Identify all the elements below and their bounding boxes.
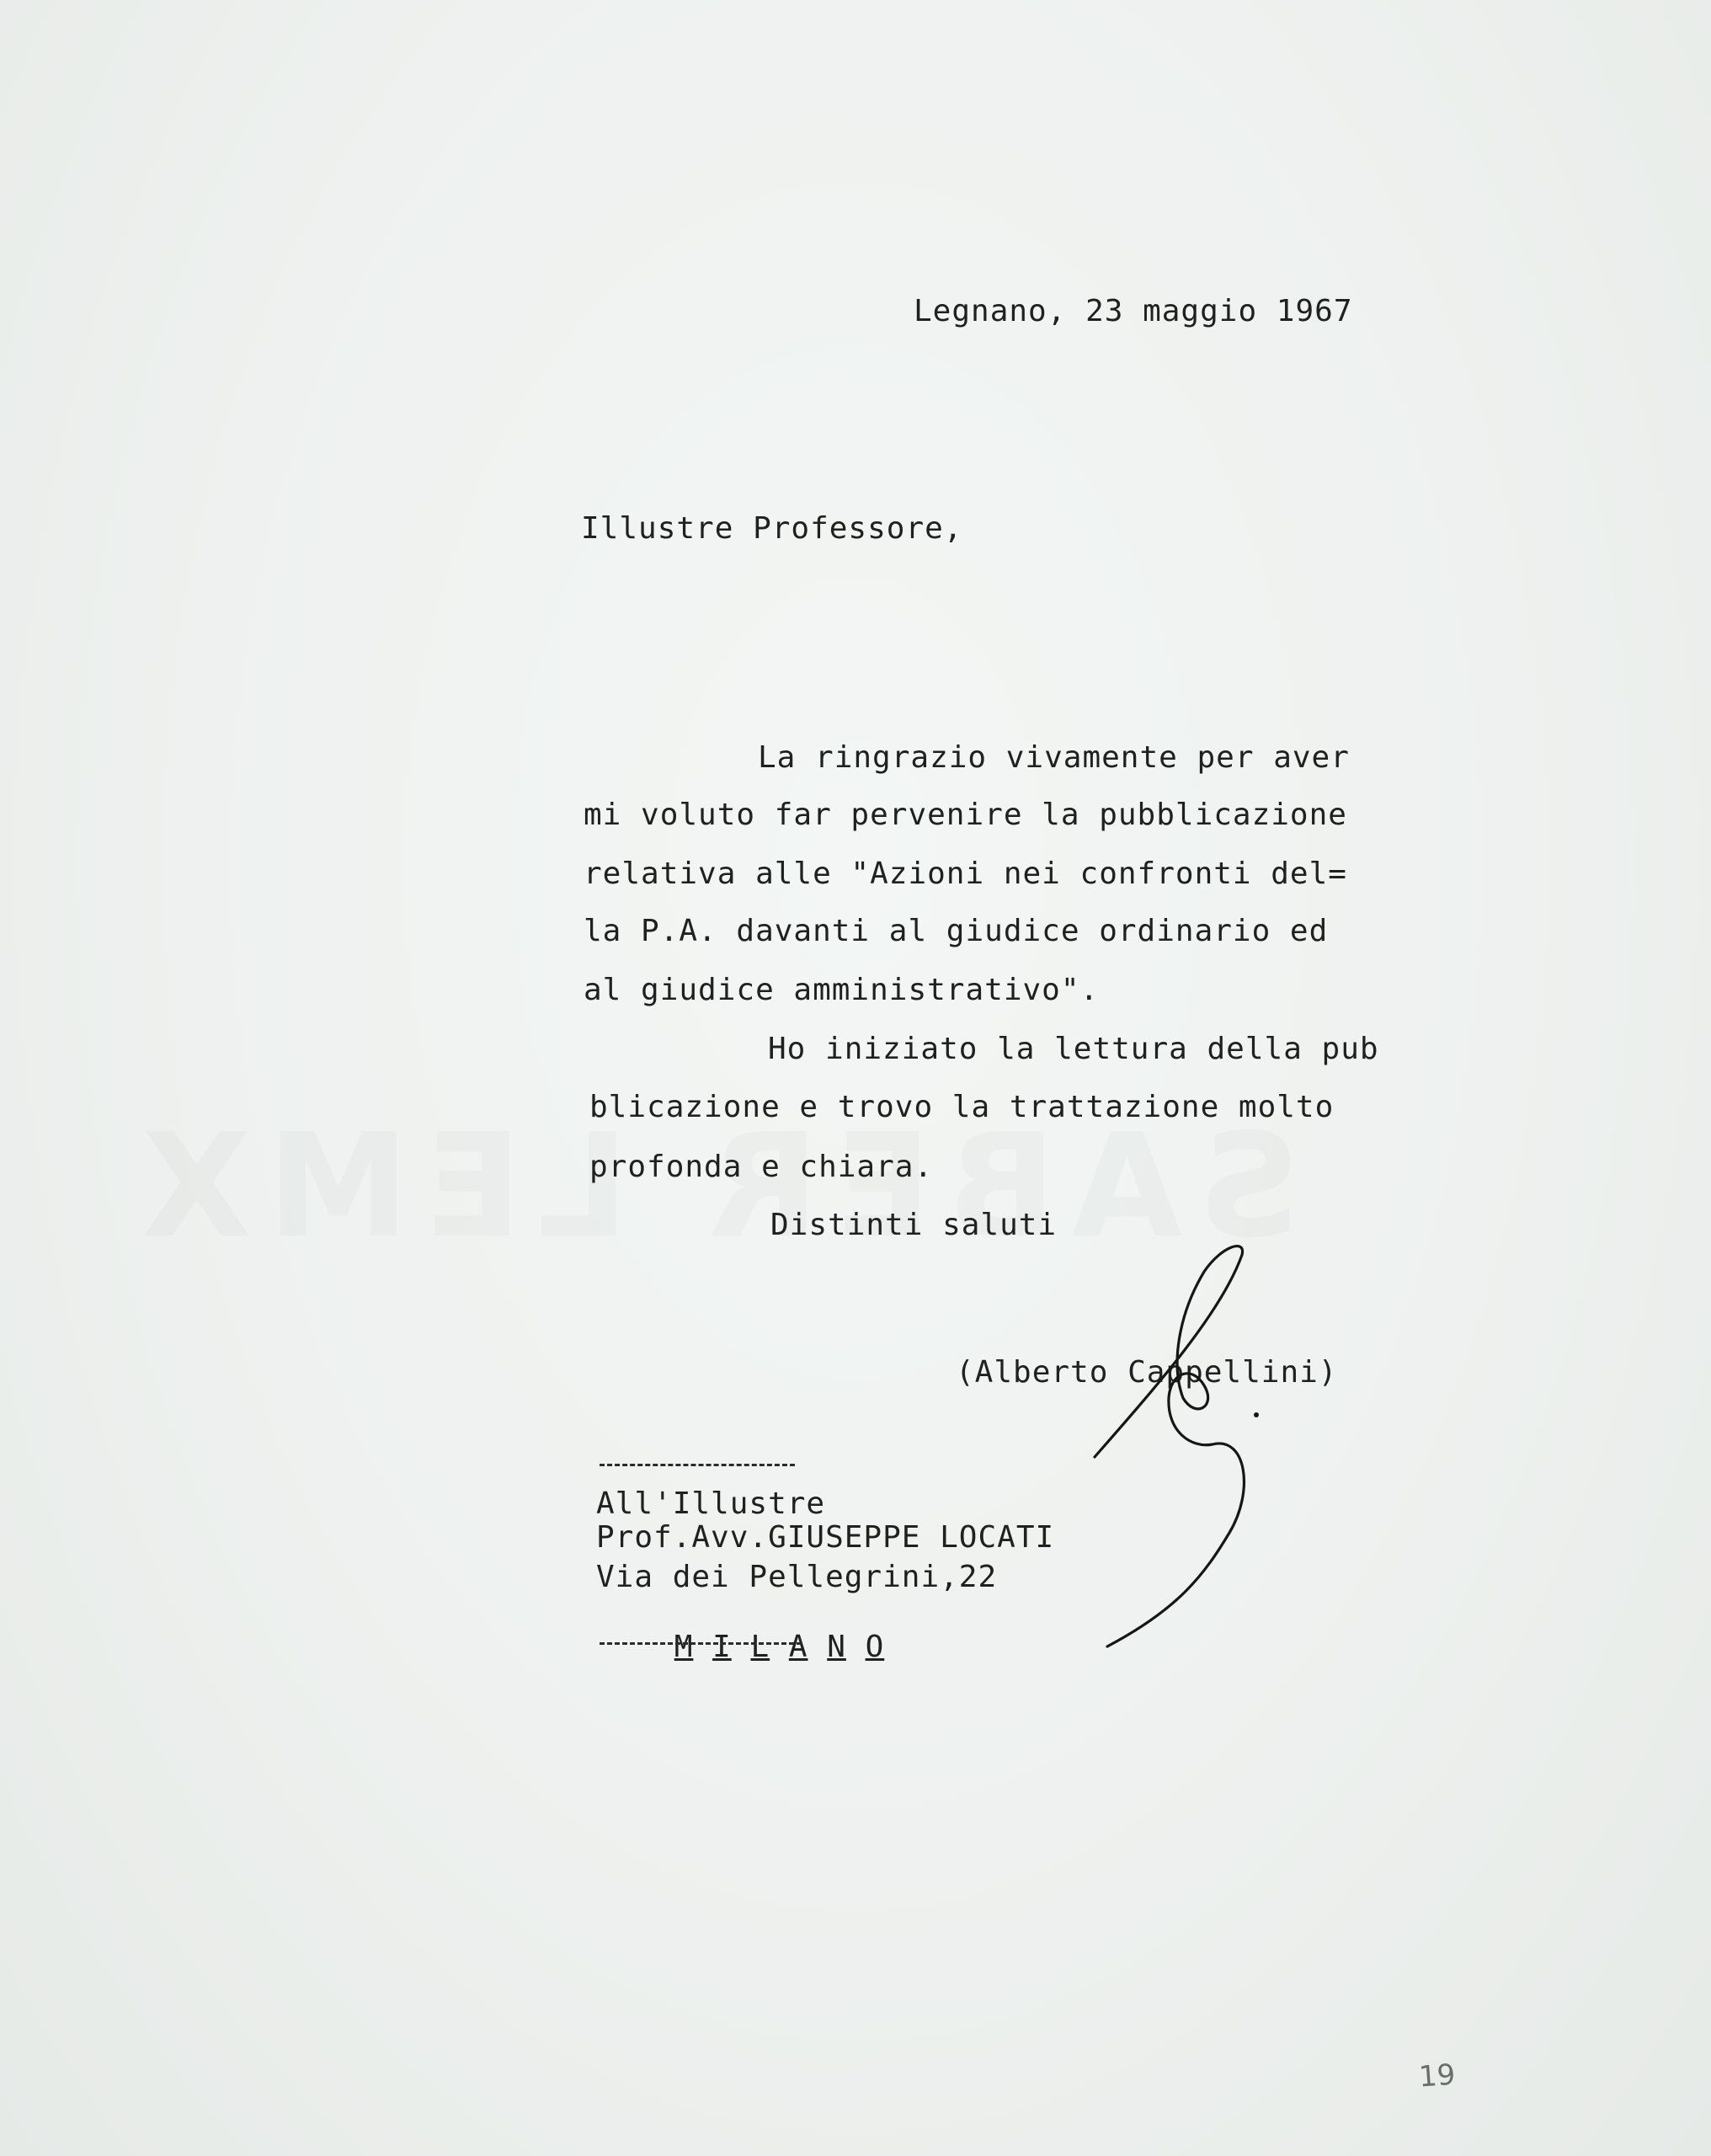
body-line-2: mi voluto far pervenire la pubblicazione <box>584 798 1347 832</box>
body-line-3: relativa alle "Azioni nei confronti del= <box>584 857 1347 891</box>
address-line-3: Via dei Pellegrini,22 <box>596 1560 998 1594</box>
date-line: Legnano, 23 maggio 1967 <box>914 294 1353 328</box>
body-line-4: la P.A. davanti al giudice ordinario ed <box>584 914 1329 948</box>
handwritten-signature <box>1078 1238 1271 1659</box>
page-number-annotation: 19 <box>1417 2057 1457 2095</box>
address-city <box>598 1602 884 1693</box>
address-line-1: All'Illustre <box>596 1486 826 1521</box>
city-letter: L <box>750 1630 770 1664</box>
body-line-7: blicazione e trovo la trattazione molto <box>589 1090 1335 1124</box>
closing: Distinti saluti <box>770 1208 1058 1242</box>
body-line-1: La ringrazio vivamente per aver <box>758 740 1350 775</box>
address-bottom-rule <box>600 1642 802 1645</box>
address-line-2: Prof.Avv.GIUSEPPE LOCATI <box>596 1520 1055 1555</box>
body-line-5: al giudice amministrativo". <box>584 973 1100 1007</box>
body-line-8: profonda e chiara. <box>589 1150 934 1184</box>
city-letter: A <box>788 1630 808 1664</box>
address-top-rule <box>600 1464 795 1466</box>
body-line-6: Ho iniziato la lettura della pub <box>768 1032 1379 1066</box>
city-letter: O <box>865 1630 885 1664</box>
salutation: Illustre Professore, <box>581 511 963 546</box>
city-letter: N <box>827 1630 846 1664</box>
city-letter: M <box>674 1630 694 1664</box>
city-letter: I <box>712 1630 732 1664</box>
signer-name: (Alberto Cappellini) <box>956 1355 1338 1390</box>
